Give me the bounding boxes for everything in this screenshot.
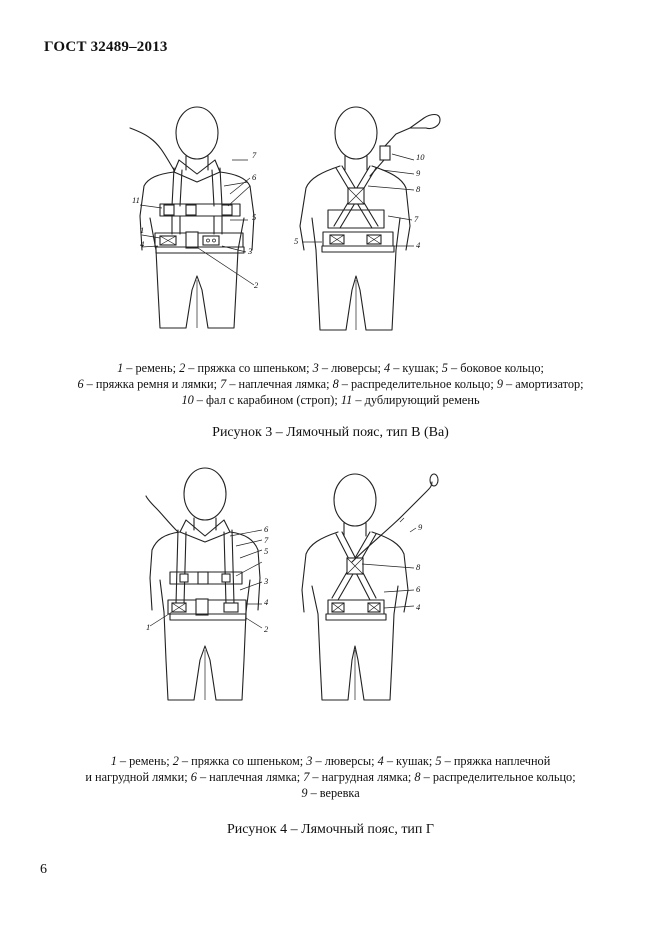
fig4-label-9: 9 bbox=[418, 522, 423, 532]
fig4-legend-line-2 bbox=[40, 769, 621, 785]
fig4-label-6b: 6 bbox=[416, 584, 421, 594]
legend-item-number: 3 bbox=[306, 754, 313, 768]
figure-4-legend bbox=[40, 753, 621, 801]
document-header: ГОСТ 32489–2013 bbox=[44, 39, 168, 55]
fig3-label-3: 3 bbox=[248, 246, 253, 256]
legend-item-text: – кушак; bbox=[390, 361, 442, 375]
legend-item-number: 8 bbox=[414, 770, 421, 784]
legend-item-number: 2 bbox=[172, 754, 179, 768]
legend-item-text: – дублирующий ремень bbox=[352, 393, 480, 407]
legend-item-text: – ремень; bbox=[116, 754, 173, 768]
fig3-legend-line-2 bbox=[40, 376, 621, 392]
fig3-label-4: 4 bbox=[140, 239, 145, 249]
figure-3-caption: Рисунок 3 – Лямочный пояс, тип В (Ва) bbox=[212, 425, 449, 440]
legend-item-number: 3 bbox=[312, 361, 319, 375]
legend-item-number: 8 bbox=[332, 377, 339, 391]
fig3-label-7b: 7 bbox=[414, 214, 419, 224]
legend-item-text: – пряжка со шпеньком; bbox=[178, 754, 307, 768]
fig4-label-2: 2 bbox=[264, 624, 269, 634]
legend-item-text: – наплечная лямка; bbox=[196, 770, 304, 784]
legend-item-number: 7 bbox=[220, 377, 227, 391]
legend-item-number: 6 bbox=[190, 770, 197, 784]
fig4-label-3: 3 bbox=[264, 576, 269, 586]
fig3-label-10: 10 bbox=[416, 152, 425, 162]
fig3-legend-line-3 bbox=[40, 392, 621, 408]
legend-item-number: 11 bbox=[340, 393, 353, 407]
legend-item-number: 7 bbox=[303, 770, 310, 784]
legend-item-number: 4 bbox=[377, 754, 384, 768]
legend-item-number: 9 bbox=[496, 377, 503, 391]
legend-item-number: 10 bbox=[181, 393, 194, 407]
legend-item-text: – нагрудная лямка; bbox=[309, 770, 415, 784]
legend-item-number: 1 bbox=[110, 754, 117, 768]
fig3-label-6: 6 bbox=[252, 172, 257, 182]
legend-item-number: 1 bbox=[117, 361, 124, 375]
legend-item-text: и нагрудной лямки; bbox=[85, 770, 191, 784]
legend-item-text: – наплечная лямка; bbox=[226, 377, 333, 391]
figure-4-caption: Рисунок 4 – Лямочный пояс, тип Г bbox=[226, 822, 435, 837]
fig4-label-7: 7 bbox=[264, 535, 269, 545]
figure-3-legend bbox=[40, 360, 621, 408]
figure-4-drawing bbox=[0, 470, 661, 730]
front-view-figure bbox=[130, 107, 257, 328]
legend-item-number: 4 bbox=[383, 361, 391, 375]
fig3-label-2: 2 bbox=[254, 280, 259, 290]
fig4-label-4: 4 bbox=[264, 597, 269, 607]
legend-item-number: 2 bbox=[179, 361, 186, 375]
legend-item-text: – боковое кольцо; bbox=[447, 361, 544, 375]
legend-item-text: – пряжка ремня и лямки; bbox=[83, 377, 221, 391]
legend-item-number: 5 bbox=[435, 754, 442, 768]
legend-item-text: – пряжка со шпеньком; bbox=[185, 361, 313, 375]
legend-item-text: – веревка bbox=[307, 786, 360, 800]
fig4-label-6: 6 bbox=[264, 524, 269, 534]
fig4-label-5: 5 bbox=[264, 546, 269, 556]
fig4-legend-line-3 bbox=[40, 785, 621, 801]
fig4-legend-line-1 bbox=[40, 753, 621, 769]
front-view-figure-4 bbox=[146, 468, 262, 700]
legend-item-text: – люверсы; bbox=[318, 361, 384, 375]
fig3-label-7: 7 bbox=[252, 150, 257, 160]
page-number: 6 bbox=[40, 862, 47, 877]
fig4-label-4b: 4 bbox=[416, 602, 421, 612]
fig3-label-1: 1 bbox=[140, 225, 145, 235]
figure-3-drawing bbox=[0, 0, 661, 360]
back-view-figure bbox=[300, 107, 440, 330]
fig3-label-4b: 4 bbox=[416, 240, 421, 250]
legend-item-number: 9 bbox=[301, 786, 308, 800]
legend-item-text: – пряжка наплечной bbox=[441, 754, 551, 768]
legend-item-text: – распределительное кольцо; bbox=[420, 770, 576, 784]
legend-item-text: – кушак; bbox=[383, 754, 436, 768]
fig3-label-5b: 5 bbox=[294, 236, 299, 246]
legend-item-text: – распределительное кольцо; bbox=[338, 377, 497, 391]
fig3-label-9: 9 bbox=[416, 168, 421, 178]
fig3-label-11: 11 bbox=[132, 195, 140, 205]
legend-item-number: 6 bbox=[77, 377, 84, 391]
legend-item-number: 5 bbox=[441, 361, 448, 375]
legend-item-text: – люверсы; bbox=[312, 754, 378, 768]
legend-item-text: – фал с карабином (строп); bbox=[193, 393, 341, 407]
fig3-label-8: 8 bbox=[416, 184, 421, 194]
fig3-label-5: 5 bbox=[252, 212, 257, 222]
fig4-label-1: 1 bbox=[146, 622, 151, 632]
legend-item-text: – амортизатор; bbox=[502, 377, 584, 391]
fig4-label-8: 8 bbox=[416, 562, 421, 572]
fig3-legend-line-1 bbox=[40, 360, 621, 376]
legend-item-text: – ремень; bbox=[123, 361, 180, 375]
